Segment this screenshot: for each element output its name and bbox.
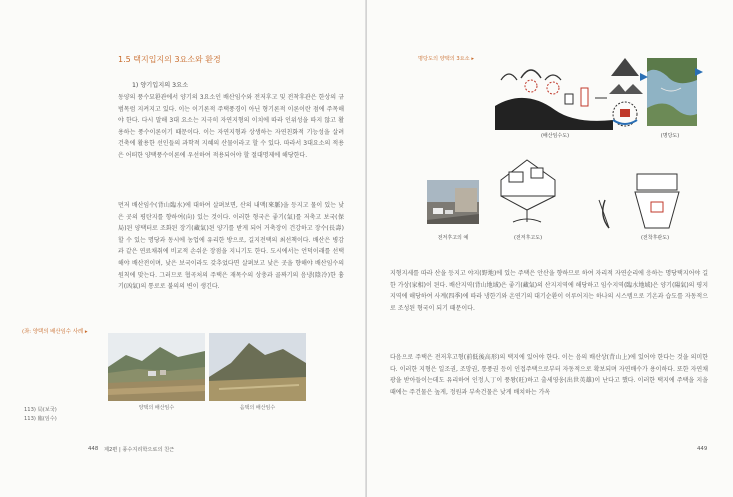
baesan-imsu-diagram <box>495 58 613 130</box>
photo-caption-2: 음택의 배산임수 <box>239 405 276 411</box>
right-paragraph-2: 다음으로 주택은 전저후고형(前低後高形)의 택지에 있어야 한다. 이는 음의 배산상(背山上)에 있어야 한다는 것을 의미한다. 이러한 지형은 일조권, 조망권, 통풍권 등이 인접주택으로부터 자동적으로 확보되며 자연배수가 용이하다. 또한 자연채광을 받아들이는데도 유리하여 인정人丁이 풍왕(旺)하고 출세영웅(出世英雄)이 난다고 했다. 이러한 택지에 주택을 지을 때에는 주건물은 높게, 정원과 부속건물은 낮게 배치하는 가옥 <box>390 354 708 396</box>
subheading: 1) 양기입지의 3요소 <box>132 82 189 89</box>
page-number-left: 448 <box>88 446 99 452</box>
right-page <box>367 0 733 497</box>
footnote-2: 113) 臨(임수) <box>24 416 57 422</box>
figure-caption-3: 전저후고의 예 <box>437 235 469 241</box>
landscape-photo-yangtaek <box>108 333 205 401</box>
jeonjeo-hugo-diagram <box>497 156 559 230</box>
arrow-marker-left <box>640 66 648 74</box>
body-paragraph-1: 동양의 풍수묘환관에서 양기의 3요소인 배산임수와 전저후고 및 전착후관은 한상의 규범목럼 지켜지고 있다. 이는 이기론적 주택풍경이 아닌 형기론적 이론이란 점에 주목해야 한다. 다시 말해 3대 요소는 지극히 자연지형의 이치에 따라 인위성을 따지 않고 활용하는 풍수이론이기 때문이다. 이는 자연지형과 상생하는 자연친화적 기능성을 살려 건축에 활용한 선인들의 과학적 지혜의 산물이라고 할 수 있다. 따라서 3대요소의 적용은 어떠한 양택풍수이론에 우선하여 적용되어야 할 절대명제에 해당한다. <box>118 94 344 159</box>
arrow-marker-right <box>695 61 703 69</box>
myeongdang-diagram <box>605 54 645 130</box>
footnote-1: 113) 局(보국) <box>24 407 57 413</box>
figure-caption-2: (명당도) <box>660 133 680 139</box>
landscape-photo-eumtaek <box>209 333 306 401</box>
figure-caption-1: (배산임수도) <box>540 133 570 139</box>
figure-section-label: 명당도의 양택의 3요소 ▸ <box>418 56 474 62</box>
photo-caption-1: 양택의 배산임수 <box>138 405 175 411</box>
figure-caption-4: (전저후고도) <box>513 235 543 241</box>
figure-caption-5: (전착후관도) <box>640 235 670 241</box>
body-paragraph-2: 먼저 배산임수(背山臨水)에 대하여 살펴보면, 산의 내맥(來脈)을 등지고 물이 있는 낮은 곳의 평탄지를 향하여(向) 있는 것이다. 이러한 형국은 좋기(氣)를 저축고 보국(保局)된 양택터로 조화된 장기(藏氣)된 양기를 받게 되어 거축장이 건강하고 장수(長壽)할 수 있는 명당과 동시에 농업에 유리한 방으로, 길지전택의 최선책이다. 배산은 병감과 같은 연료채취에 비교적 손쉬운 장점을 지니기도 한다. 도시에서는 언덕이래를 선택해야 배산전이며, 낮은 보국이라도 갖추었다면 살펴보고 낮은 곳을 향해야 배산임수의 원칙에 맞는다. 그러므로 협곡처의 주택은 재목수의 상충과 골짜기의 음냉(陰冷)한 흉기(凶氣)의 통로로 불의의 변이 생긴다. <box>118 202 344 291</box>
chapter-running-head: 제2편 | 풍수지리학으로의 친근 <box>104 447 175 453</box>
street-photo <box>427 180 479 224</box>
aerial-photo <box>647 58 697 126</box>
page-number-right: 449 <box>697 446 708 452</box>
left-page <box>0 0 366 497</box>
photo-section-label: (좌: 양택의 배산임수 사례 ▸ <box>22 329 88 335</box>
section-title: 1.5 택지입지의 3요소와 환경 <box>118 55 221 64</box>
jeonchak-hugwan-diagram <box>595 170 695 232</box>
right-paragraph-1: 지형지세를 따라 산을 등지고 야지(野地)에 있는 주택은 안산을 향하므로 하여 자리적 자연순리에 응하는 명당택지어야 길한 가상(家相)이 된다. 배산지역(背山地域)은 좋기(藏氣)의 산지지역에 해당하고 임수지역(臨水地域)은 양기(陽氣)의 평지지역에 해당하여 사계(四季)에 따라 냉한기와 온연기의 대기순환이 이루어지는 하나의 시스템으로 기온과 습도를 자동적으로 조성된 형국이 되기 때문이다. <box>390 270 708 312</box>
